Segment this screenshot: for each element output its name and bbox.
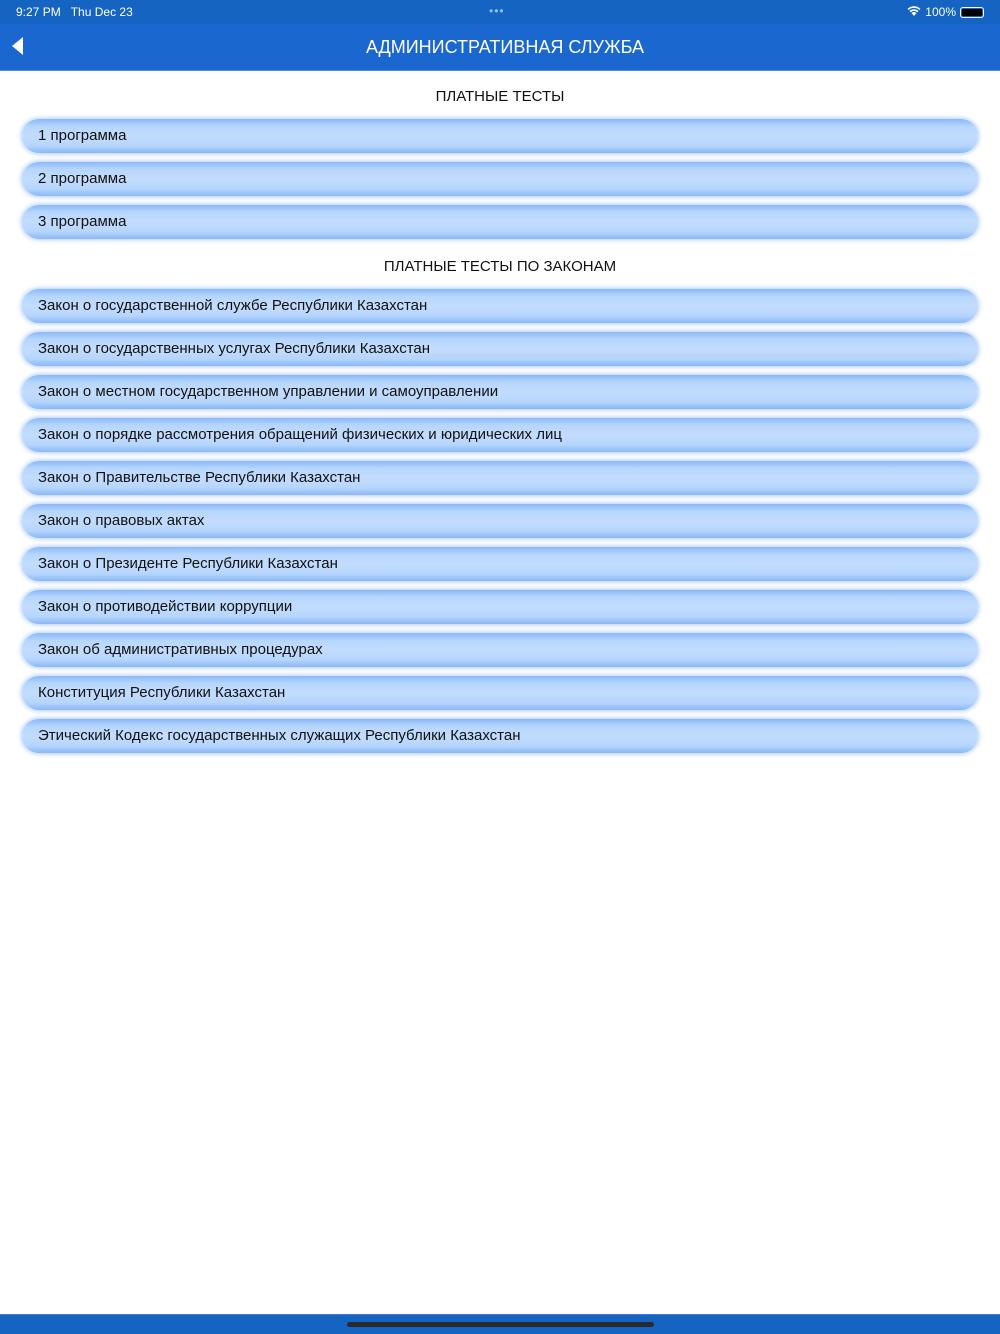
- status-time: [16, 5, 133, 19]
- battery-percent: 100%: [925, 5, 956, 19]
- date: Thu Dec 23: [70, 5, 133, 19]
- section-title: ПЛАТНЫЕ ТЕСТЫ ПО ЗАКОНАМ: [383, 258, 617, 275]
- list-item-button[interactable]: 1 программа: [22, 119, 978, 153]
- home-indicator[interactable]: [347, 1322, 654, 1327]
- list-item-button[interactable]: Закон о порядке рассмотрения обращений физических и юридических лиц: [22, 418, 978, 452]
- status-right: [907, 5, 984, 19]
- list-item-button[interactable]: 2 программа: [22, 162, 978, 196]
- list-item-button[interactable]: Закон о правовых актах: [22, 504, 978, 538]
- list-item-button[interactable]: Закон о противодействии коррупции: [22, 590, 978, 624]
- navigation-bar: [0, 24, 1000, 71]
- status-bar: [0, 0, 1000, 24]
- section-title: ПЛАТНЫЕ ТЕСТЫ: [435, 88, 565, 105]
- list-item-button[interactable]: Конституция Республики Казахстан: [22, 676, 978, 710]
- list-item-button[interactable]: Закон об административных процедурах: [22, 633, 978, 667]
- list-item-button[interactable]: Закон о Президенте Республики Казахстан: [22, 547, 978, 581]
- page-title: АДМИНИСТРАТИВНАЯ СЛУЖБА: [365, 37, 645, 57]
- list-item-button[interactable]: Закон о государственной службе Республики Казахстан: [22, 289, 978, 323]
- list-item-button[interactable]: Закон о Правительстве Республики Казахстан: [22, 461, 978, 495]
- list-item-button[interactable]: Закон о местном государственном управлении и самоуправлении: [22, 375, 978, 409]
- list-item-button[interactable]: Этический Кодекс государственных служащих Республики Казахстан: [22, 719, 978, 753]
- home-indicator-bar: [0, 1314, 1000, 1334]
- list-item-button[interactable]: 3 программа: [22, 205, 978, 239]
- multitasking-dots-icon[interactable]: •••: [489, 4, 505, 18]
- wifi-icon: [907, 5, 921, 19]
- battery-icon: [960, 7, 984, 18]
- list-item-button[interactable]: Закон о государственных услугах Республики Казахстан: [22, 332, 978, 366]
- time: 9:27 PM: [16, 5, 61, 19]
